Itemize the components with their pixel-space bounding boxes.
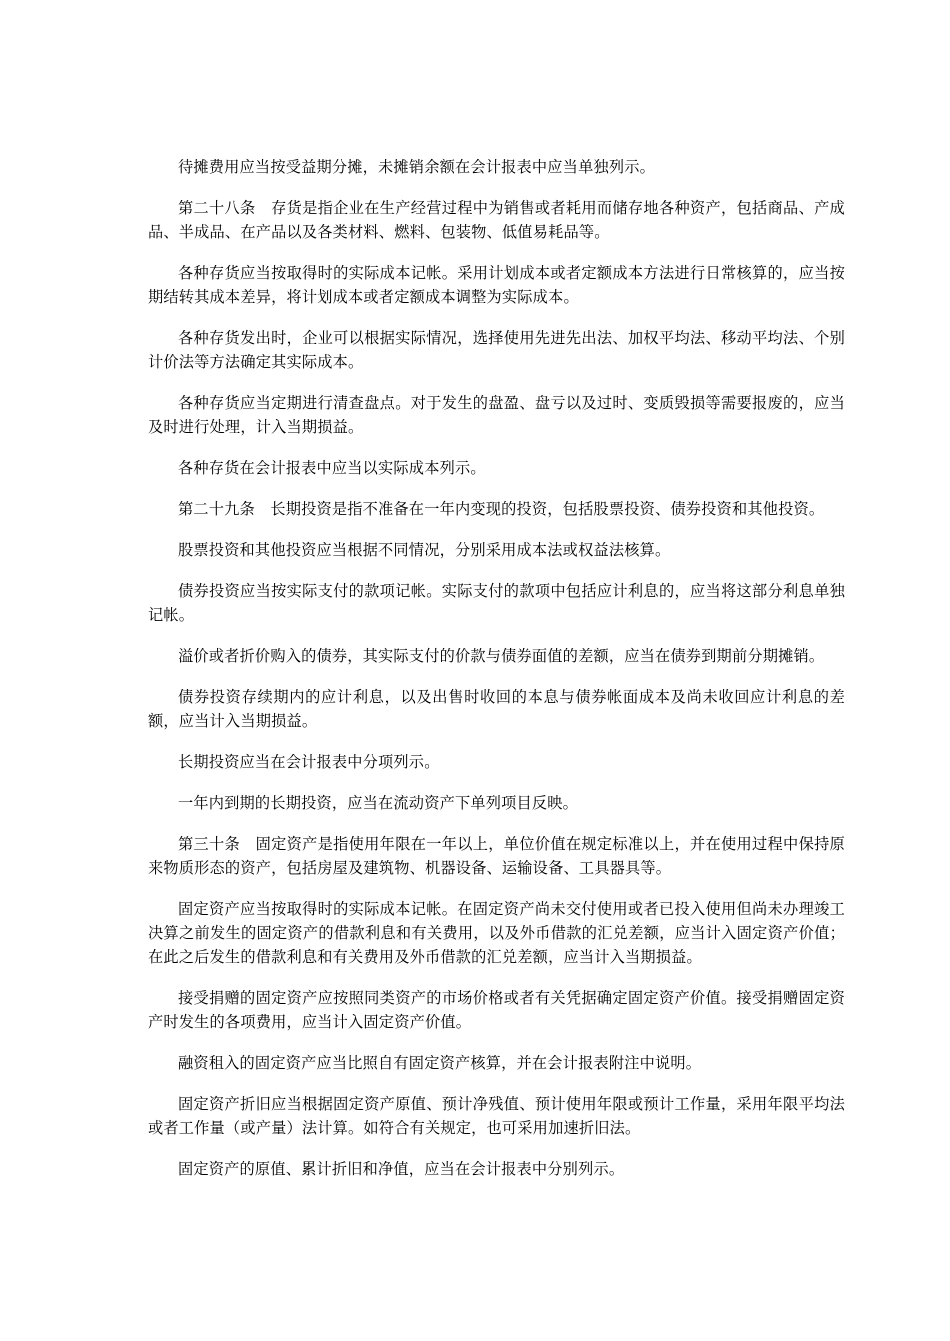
paragraph-8: 股票投资和其他投资应当根据不同情况，分别采用成本法或权益法核算。 (178, 541, 671, 559)
paragraph-14: 第三十条 固定资产是指使用年限在一年以上，单位价值在规定标准以上，并在使用过程中保持原来物质形态的资产，包括房屋及建筑物、机器设备、运输设备、工具器具等。 (148, 835, 845, 877)
paragraph-15: 固定资产应当按取得时的实际成本记帐。在固定资产尚未交付使用或者已投入使用但尚未办理竣工决算之前发生的固定资产的借款利息和有关费用，以及外币借款的汇兑差额，应当计入固定资产价值；在此之后发生的借款利息和有关费用及外币借款的汇兑差额，应当计入当期损益。 (148, 900, 845, 966)
paragraph-12: 长期投资应当在会计报表中分项列示。 (178, 753, 440, 771)
paragraph-10: 溢价或者折价购入的债券，其实际支付的价款与债券面值的差额，应当在债券到期前分期摊销。 (178, 647, 825, 665)
paragraph-16: 接受捐赠的固定资产应按照同类资产的市场价格或者有关凭据确定固定资产价值。接受捐赠固定资产时发生的各项费用，应当计入固定资产价值。 (148, 989, 845, 1031)
paragraph-9: 债券投资应当按实际支付的款项记帐。实际支付的款项中包括应计利息的，应当将这部分利息单独记帐。 (148, 582, 845, 624)
paragraph-19: 固定资产的原值、累计折旧和净值，应当在会计报表中分别列示。 (178, 1160, 625, 1178)
paragraph-13: 一年内到期的长期投资，应当在流动资产下单列项目反映。 (178, 794, 579, 812)
document-body (148, 155, 845, 1198)
paragraph-5: 各种存货应当定期进行清查盘点。对于发生的盘盈、盘亏以及过时、变质毁损等需要报废的，应当及时进行处理，计入当期损益。 (148, 394, 845, 436)
paragraph-4: 各种存货发出时，企业可以根据实际情况，选择使用先进先出法、加权平均法、移动平均法、个别计价法等方法确定其实际成本。 (148, 329, 845, 371)
paragraph-17: 融资租入的固定资产应当比照自有固定资产核算，并在会计报表附注中说明。 (178, 1054, 702, 1072)
paragraph-6: 各种存货在会计报表中应当以实际成本列示。 (178, 459, 486, 477)
paragraph-7: 第二十九条 长期投资是指不准备在一年内变现的投资，包括股票投资、债券投资和其他投资。 (178, 500, 825, 518)
paragraph-3: 各种存货应当按取得时的实际成本记帐。采用计划成本或者定额成本方法进行日常核算的，应当按期结转其成本差异，将计划成本或者定额成本调整为实际成本。 (148, 264, 845, 306)
paragraph-18: 固定资产折旧应当根据固定资产原值、预计净残值、预计使用年限或预计工作量，采用年限平均法或者工作量（或产量）法计算。如符合有关规定，也可采用加速折旧法。 (148, 1095, 845, 1137)
paragraph-2: 第二十八条 存货是指企业在生产经营过程中为销售或者耗用而储存地各种资产，包括商品、产成品、半成品、在产品以及各类材料、燃料、包装物、低值易耗品等。 (148, 199, 845, 241)
paragraph-1: 待摊费用应当按受益期分摊，未摊销余额在会计报表中应当单独列示。 (178, 158, 656, 176)
paragraph-11: 债券投资存续期内的应计利息，以及出售时收回的本息与债券帐面成本及尚未收回应计利息的差额，应当计入当期损益。 (148, 688, 845, 730)
